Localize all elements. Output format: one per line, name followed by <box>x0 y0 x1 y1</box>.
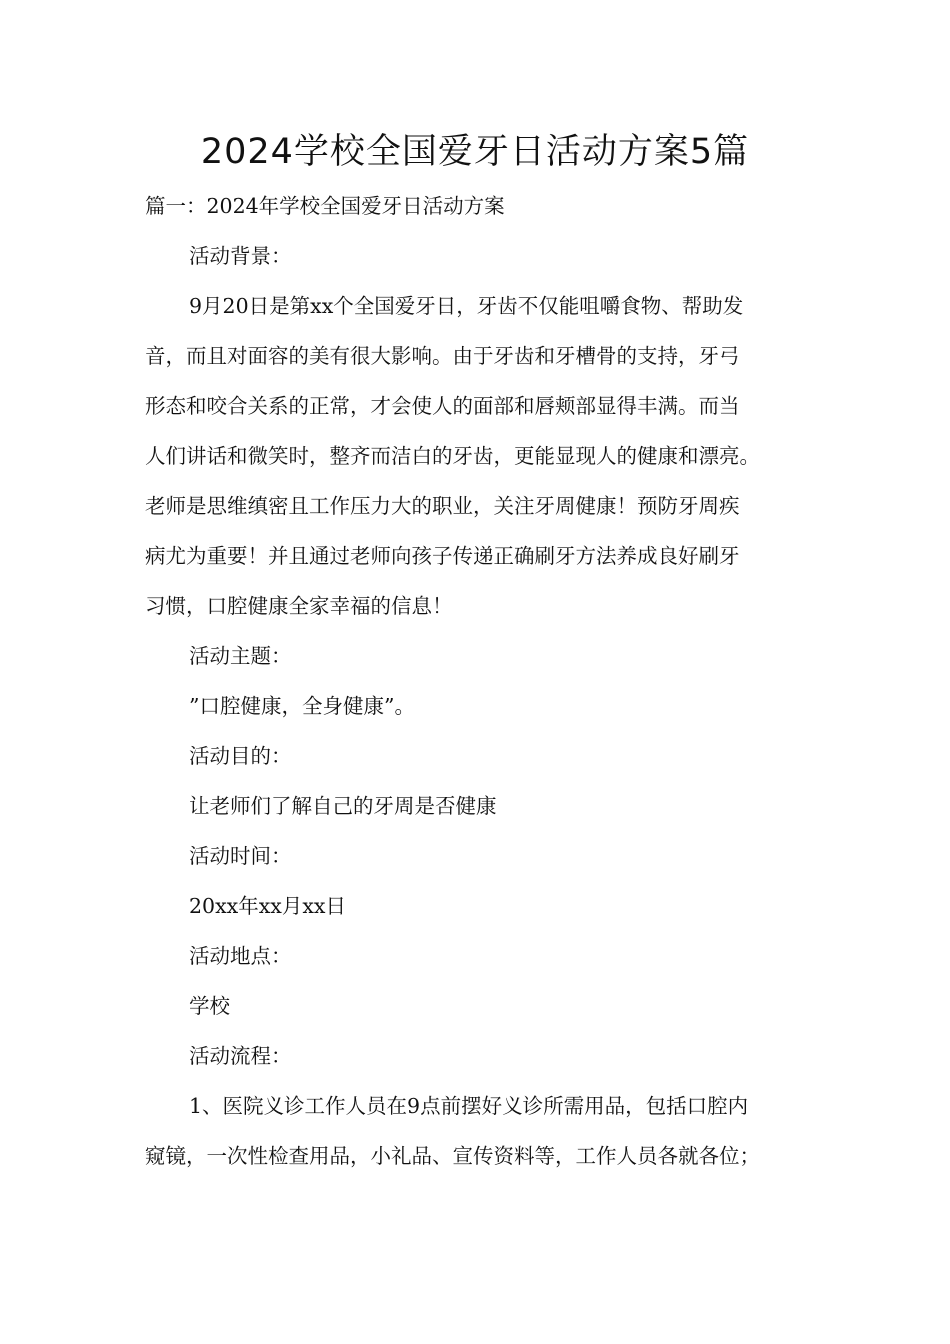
paragraph-line: 人们讲话和微笑时，整齐而洁白的牙齿，更能显现人的健康和漂亮。 <box>145 444 760 468</box>
document-body <box>145 181 825 1181</box>
paragraph-line: 老师是思维缜密且工作压力大的职业，关注牙周健康！预防牙周疾 <box>145 494 740 518</box>
paragraph-line: 习惯，口腔健康全家幸福的信息！ <box>145 594 453 618</box>
paragraph-line: 20xx年xx月xx日 <box>189 894 346 918</box>
paragraph-line: 1、医院义诊工作人员在9点前摆好义诊所需用品，包括口腔内 <box>189 1094 749 1118</box>
paragraph-line: 活动流程： <box>189 1044 292 1068</box>
paragraph-line: 9月20日是第xx个全国爱牙日，牙齿不仅能咀嚼食物、帮助发 <box>189 294 744 318</box>
paragraph-line: 活动主题： <box>189 644 292 668</box>
paragraph-line: 篇一：2024年学校全国爱牙日活动方案 <box>145 194 505 218</box>
paragraph-line: ”口腔健康，全身健康”。 <box>189 694 415 718</box>
paragraph-line: 活动目的： <box>189 744 292 768</box>
paragraph-line: 形态和咬合关系的正常，才会使人的面部和唇颊部显得丰满。而当 <box>145 394 740 418</box>
paragraph-line: 让老师们了解自己的牙周是否健康 <box>189 794 497 818</box>
paragraph-line: 活动地点： <box>189 944 292 968</box>
paragraph-line: 活动背景： <box>189 244 292 268</box>
paragraph-line: 学校 <box>189 994 230 1018</box>
paragraph-line: 窥镜，一次性检查用品，小礼品、宣传资料等，工作人员各就各位； <box>145 1144 760 1168</box>
paragraph-line: 活动时间： <box>189 844 292 868</box>
document-title: 2024学校全国爱牙日活动方案5篇 <box>200 132 750 172</box>
paragraph-line: 音，而且对面容的美有很大影响。由于牙齿和牙槽骨的支持，牙弓 <box>145 344 740 368</box>
paragraph-line: 病尤为重要！并且通过老师向孩子传递正确刷牙方法养成良好刷牙 <box>145 544 740 568</box>
